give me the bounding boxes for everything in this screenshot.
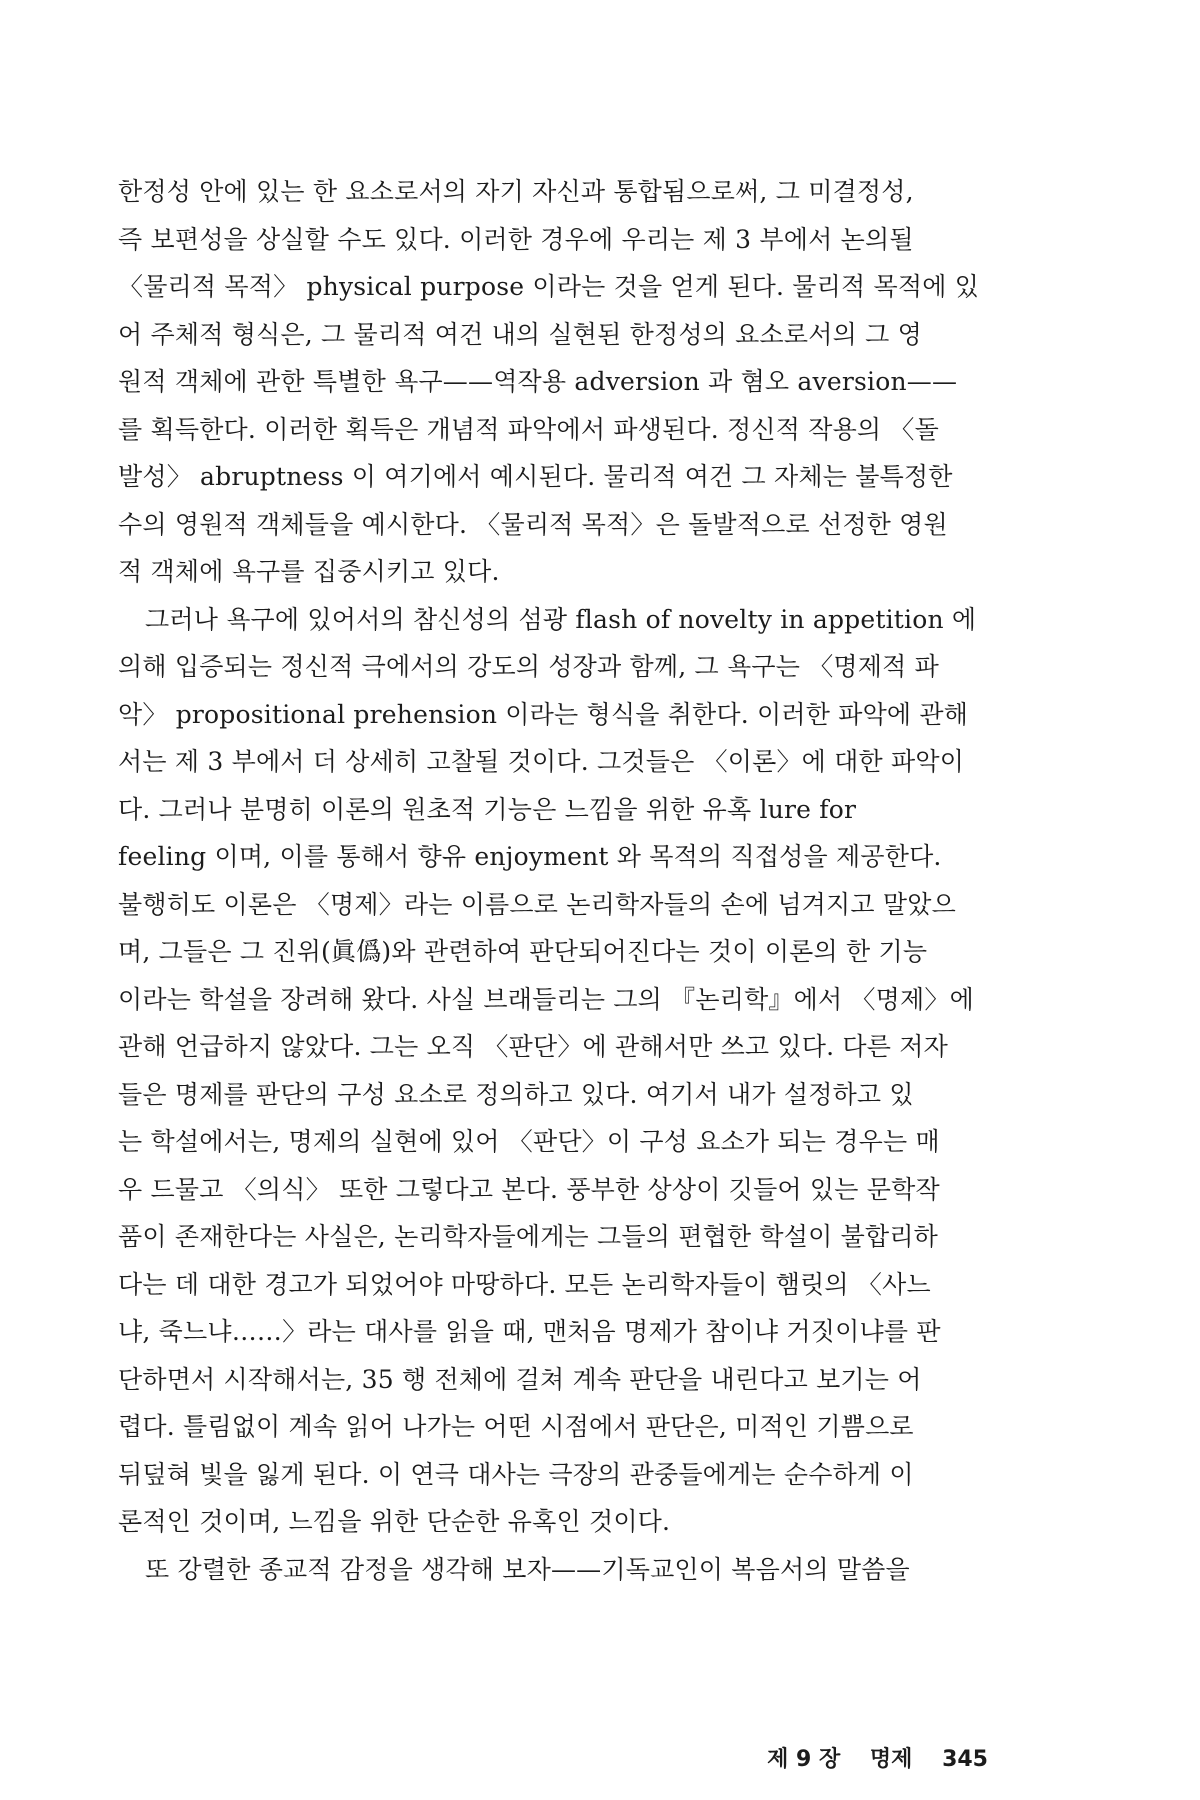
text-line: 적 객체에 욕구를 집중시키고 있다. (118, 557, 500, 586)
text-line: 는 학설에서는, 명제의 실현에 있어 〈판단〉이 구성 요소가 되는 경우는 매 (118, 1127, 940, 1156)
text-line: 뒤덮혀 빛을 잃게 된다. 이 연극 대사는 극장의 관중들에게는 순수하게 이 (118, 1459, 914, 1489)
text-line: 악〉 propositional prehension 이라는 형식을 취한다. 이러한 파악에 관해 (118, 699, 969, 729)
text-line: 를 획득한다. 이러한 획득은 개념적 파악에서 파생된다. 정신적 작용의 〈돌 (118, 414, 939, 444)
page-footer (767, 1742, 988, 1773)
text-line: 〈물리적 목적〉 physical purpose 이라는 것을 얻게 된다. 물리적 목적에 있 (118, 272, 980, 301)
text-line: 품이 존재한다는 사실은, 논리학자들에게는 그들의 편협한 학설이 불합리하 (118, 1222, 939, 1251)
text-line: 수의 영원적 객체들을 예시한다. 〈물리적 목적〉은 돌발적으로 선정한 영원 (118, 509, 948, 539)
body-text (118, 168, 1018, 1593)
text-line: 냐, 죽느냐……〉라는 대사를 읽을 때, 맨처음 명제가 참이냐 거짓이냐를 판 (118, 1317, 941, 1346)
text-line: 단하면서 시작해서는, 35 행 전체에 걸쳐 계속 판단을 내린다고 보기는 어 (118, 1364, 922, 1394)
text-line: 렵다. 틀림없이 계속 읽어 나가는 어떤 시점에서 판단은, 미적인 기쁨으로 (118, 1412, 914, 1441)
text-line: 불행히도 이론은 〈명제〉라는 이름으로 논리학자들의 손에 넘겨지고 말았으 (118, 889, 956, 919)
text-line: 들은 명제를 판단의 구성 요소로 정의하고 있다. 여기서 내가 설정하고 있 (118, 1079, 914, 1109)
text-line: 다는 데 대한 경고가 되었어야 마땅하다. 모든 논리학자들이 햄릿의 〈사느 (118, 1269, 931, 1299)
page-number: 345 (942, 1747, 988, 1772)
text-line: 관해 언급하지 않았다. 그는 오직 〈판단〉에 관해서만 쓰고 있다. 다른 저자 (118, 1032, 948, 1061)
text-line: 의해 입증되는 정신적 극에서의 강도의 성장과 함께, 그 욕구는 〈명제적 파 (118, 652, 939, 681)
text-line: 이라는 학설을 장려해 왔다. 사실 브래들리는 그의 『논리학』에서 〈명제〉에 (118, 984, 974, 1014)
text-line: 다. 그러나 분명히 이론의 원초적 기능은 느낌을 위한 유혹 lure for (118, 794, 857, 824)
text-line: 우 드물고 〈의식〉 또한 그렇다고 본다. 풍부한 상상이 깃들어 있는 문학작 (118, 1174, 940, 1204)
text-line: 한정성 안에 있는 한 요소로서의 자기 자신과 통합됨으로써, 그 미결정성, (118, 177, 914, 206)
text-line: 론적인 것이며, 느낌을 위한 단순한 유혹인 것이다. (118, 1507, 671, 1536)
text-line: 발성〉 abruptness 이 여기에서 예시된다. 물리적 여건 그 자체는 불특정한 (118, 462, 953, 491)
text-line: 며, 그들은 그 진위(眞僞)와 관련하여 판단되어진다는 것이 이론의 한 기능 (118, 937, 928, 966)
paragraph-start-line: 그러나 욕구에 있어서의 참신성의 섬광 flash of novelty in appetition 에 (145, 604, 977, 634)
text-line: 서는 제 3 부에서 더 상세히 고찰될 것이다. 그것들은 〈이론〉에 대한 파악이 (118, 747, 965, 776)
footer-chapter: 제 9 장 (767, 1747, 841, 1772)
footer-section-title: 명제 (869, 1747, 913, 1772)
text-line: 즉 보편성을 상실할 수도 있다. 이러한 경우에 우리는 제 3 부에서 논의될 (118, 224, 914, 254)
text-line: 원적 객체에 관한 특별한 욕구——역작용 adversion 과 혐오 aversion—— (118, 367, 958, 396)
text-line: feeling 이며, 이를 통해서 향유 enjoyment 와 목적의 직접성을 제공한다. (118, 842, 942, 871)
text-line: 어 주체적 형식은, 그 물리적 여건 내의 실현된 한정성의 요소로서의 그 영 (118, 319, 922, 349)
paragraph-start-line: 또 강렬한 종교적 감정을 생각해 보자——기독교인이 복음서의 말씀을 (145, 1554, 910, 1584)
